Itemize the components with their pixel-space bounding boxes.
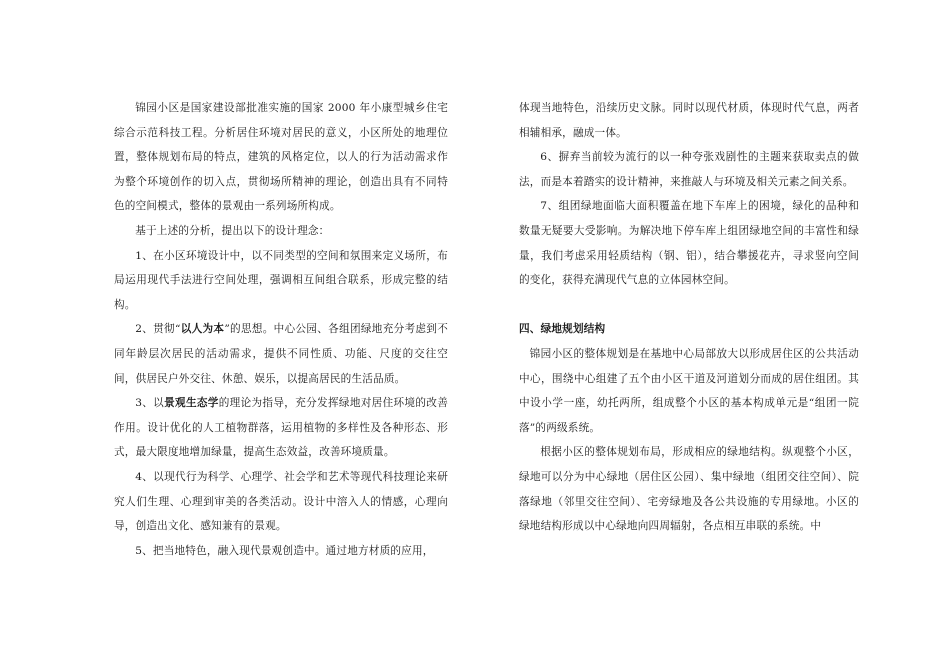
concept-2-prefix: 2、贯彻“: [135, 323, 181, 336]
paragraph-concept-1: 1、在小区环境设计中，以不同类型的空间和氛围来定义场所，布局运用现代手法进行空间处理，强调相互间组合联系，形成完整的结构。: [114, 249, 448, 311]
paragraph-concept-4: 4、以现代行为科学、心理学、社会学和艺术等现代科技理论来研究人们生理、心理到审美的各类活动。设计中溶入人的情感，心理向导，创造出文化、感知兼有的景观。: [114, 470, 448, 533]
paragraph-concept-3: [114, 391, 448, 465]
paragraph-concept-2: [114, 317, 448, 391]
paragraph-concept-5-cont: 体现当地特色，沿续历史文脉。同时以现代材质，体现时代气息，两者相辅相承，融成一体。: [519, 102, 859, 139]
left-column: [114, 96, 448, 563]
paragraph-structure-2: 根据小区的整体规划布局，形成相应的绿地结构。纵观整个小区，绿地可以分为中心绿地（居住区公园）、集中绿地（组团交往空间）、院落绿地（邻里交往空间）、宅旁绿地及各公共设施的专用绿地。小区的绿地结构形成以中心绿地向四周辐射，各点相互串联的系统。中: [519, 446, 859, 533]
paragraph-concepts-lead: 基于上述的分析，提出以下的设计理念：: [135, 224, 330, 237]
concept-2-emphasis: 以人为本: [180, 323, 225, 336]
section-heading: 四、绿地规划结构: [519, 323, 606, 336]
concept-2-text: ”的思想。中心公园、各组团绿地充分考虑到不同年龄层次居民的活动需求，提供不同性质、功能、尺度的交往空间，供居民户外交往、休憩、娱乐，以提高居民的生活品质。: [114, 323, 448, 385]
right-column: [519, 96, 859, 539]
concept-3-text: 的理论为指导，充分发挥绿地对居住环境的改善作用。设计优化的人工植物群落，运用植物的多样性及各种形态、形式，最大限度地增加绿量，提高生态效益，改善环境质量。: [114, 397, 449, 459]
concept-3-emphasis: 景观生态学: [164, 397, 219, 410]
paragraph-concept-6: 6、摒弃当前较为流行的以一种夸张戏剧性的主题来获取卖点的做法，而是本着踏实的设计精神，来推敲人与环境及相关元素之间关系。: [519, 151, 859, 188]
paragraph-intro: 锦园小区是国家建设部批准实施的国家 2000 年小康型城乡住宅综合示范科技工程。分析居住环境对居民的意义，小区所处的地理位置，整体规划布局的特点，建筑的风格定位，以人的行为活动需求作为整个环境创作的切入点，贯彻场所精神的理论，创造出具有不同特色的空间模式，整体的景观由一系列场所构成。: [114, 102, 448, 213]
concept-3-prefix: 3、以: [135, 397, 165, 410]
paragraph-structure-1: 锦园小区的整体规划是在基地中心局部放大以形成居住区的公共活动中心，围绕中心组建了五个由小区干道及河道划分而成的居住组团。其中设小学一座，幼托两所，组成整个小区的基本构成单元是“组团一院落”的两级系统。: [519, 347, 859, 434]
paragraph-concept-5: 5、把当地特色，融入现代景观创造中。通过地方材质的应用，: [135, 544, 434, 557]
paragraph-concept-7: 7、组团绿地面临大面积覆盖在地下车库上的困境，绿化的品种和数量无疑要大受影响。为解决地下停车库上组团绿地空间的丰富性和绿量，我们考虑采用轻质结构（钢、铝），结合攀援花卉，寻求竖向空间的变化，获得充满现代气息的立体园林空间。: [519, 200, 859, 287]
